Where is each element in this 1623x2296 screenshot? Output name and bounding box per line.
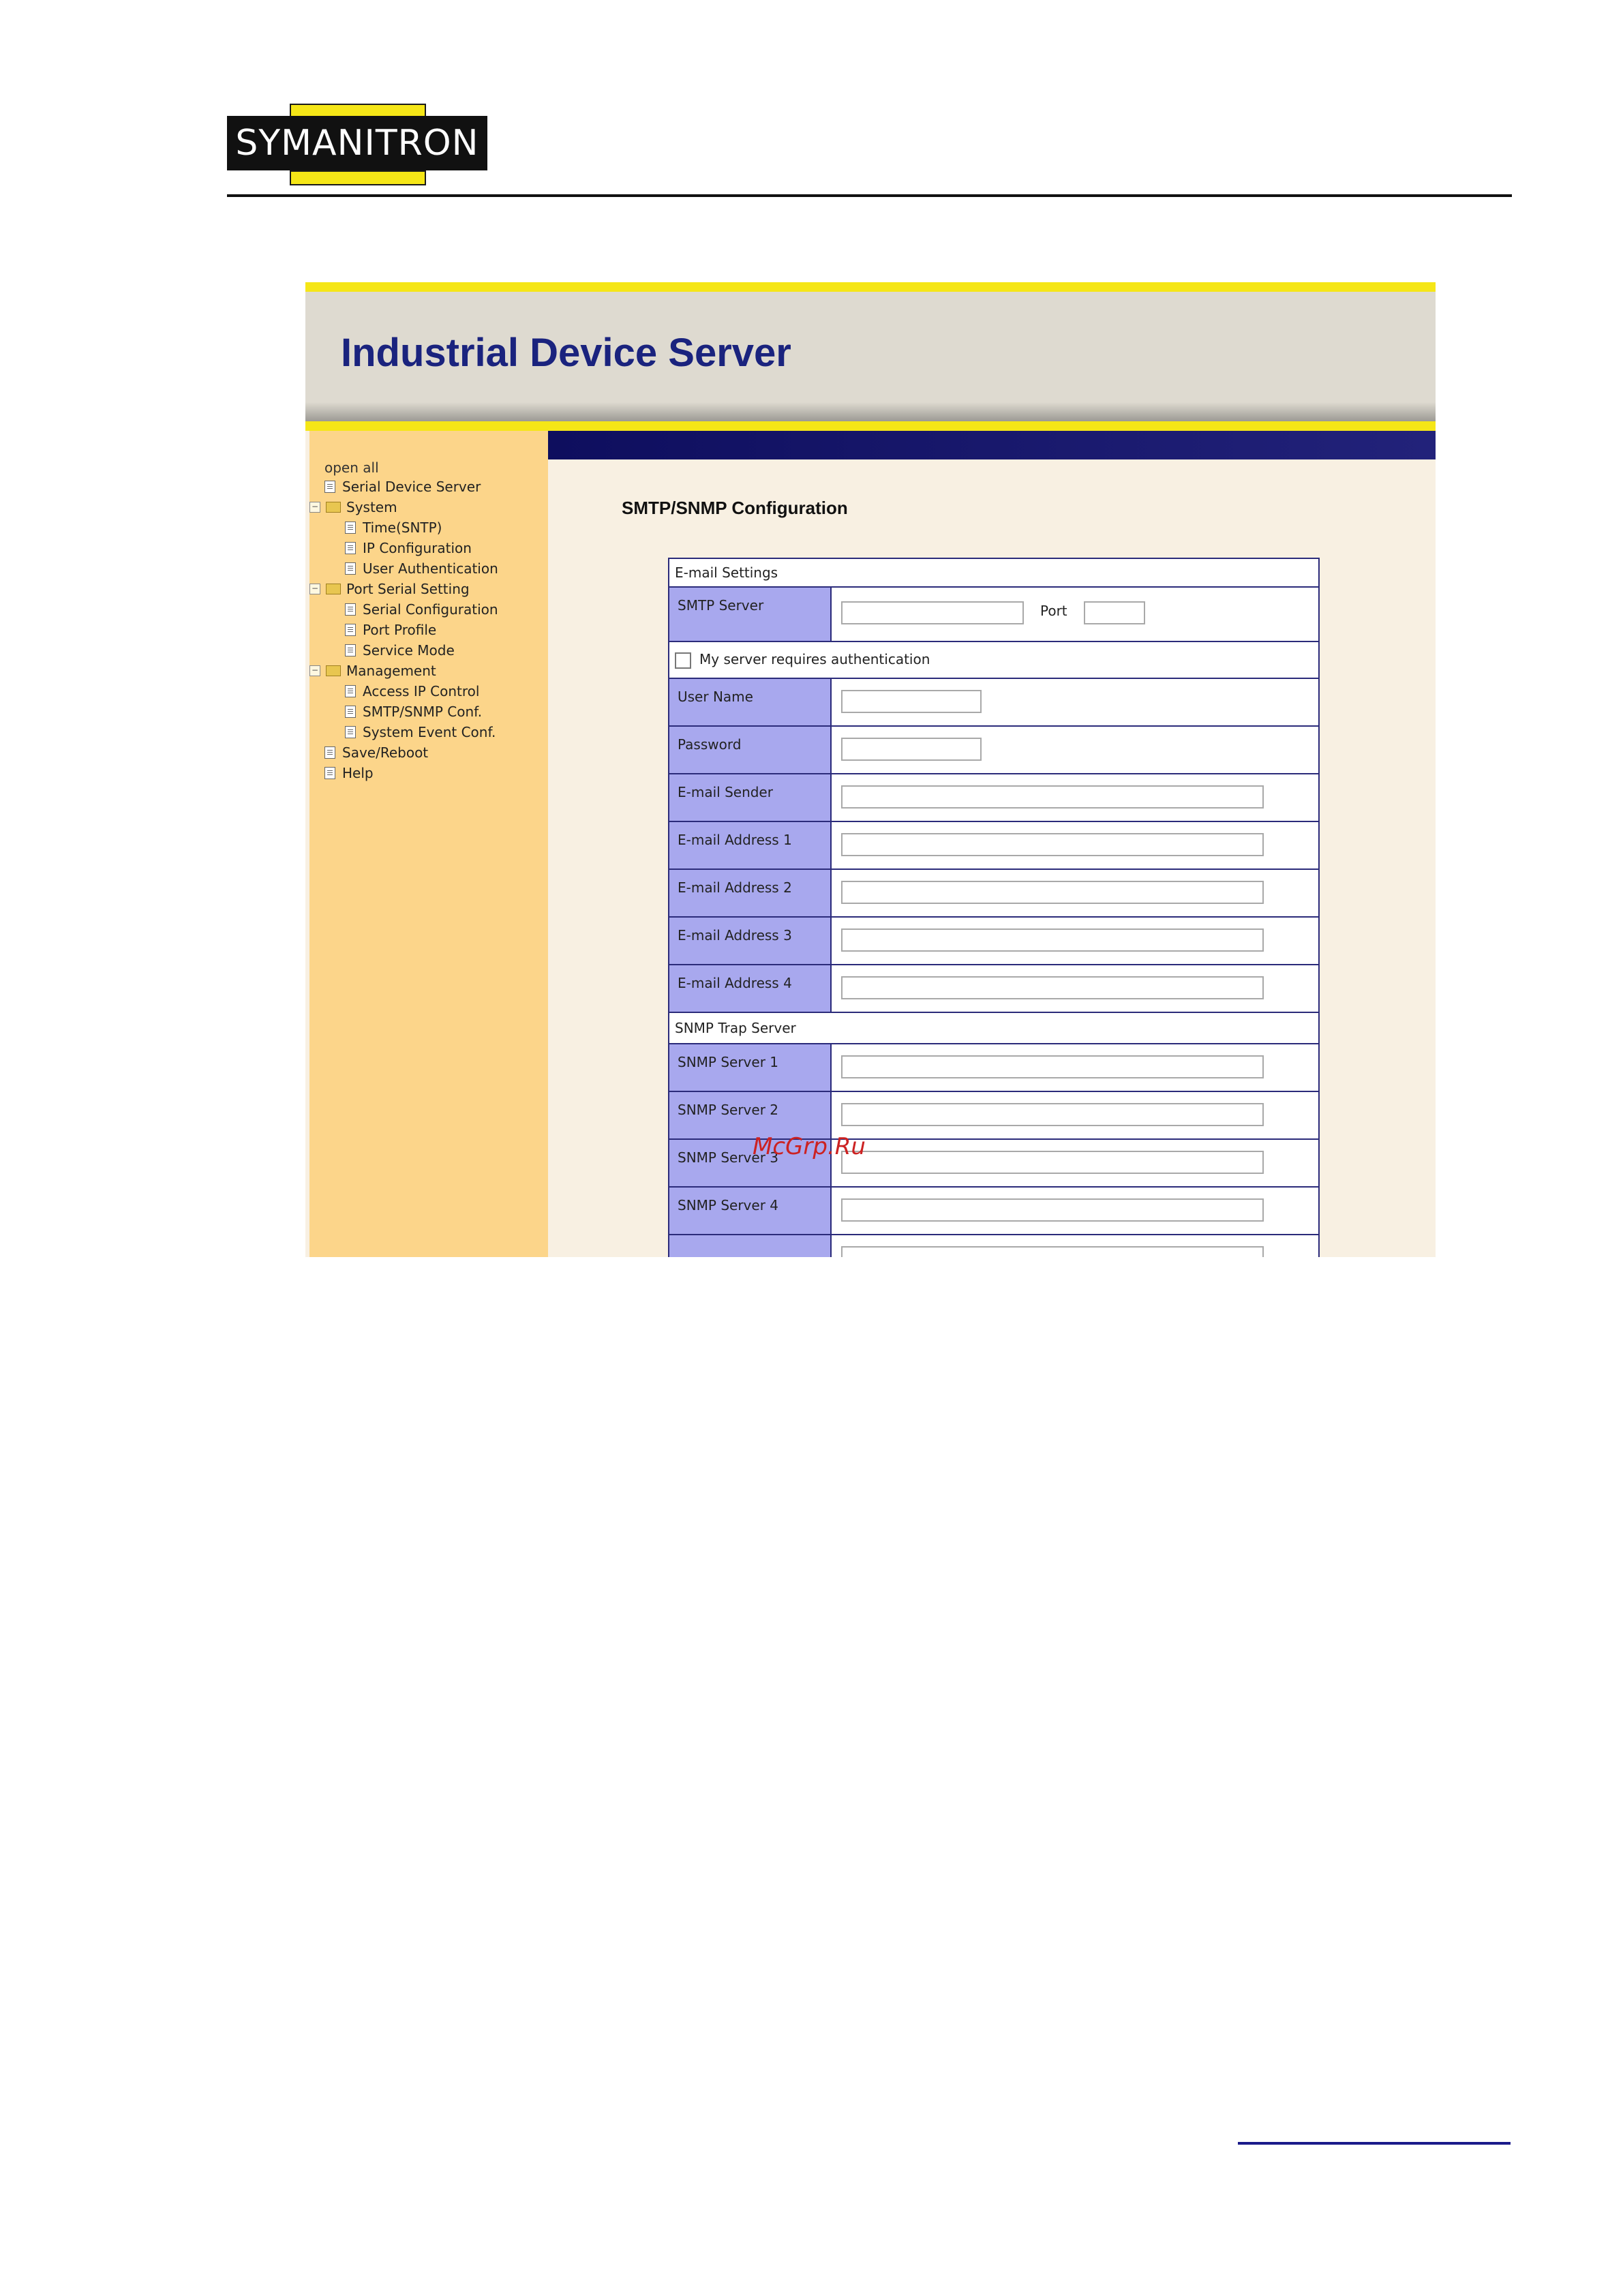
- device-server-screenshot: [305, 282, 1436, 1257]
- sidebar-item-label: Port Profile: [363, 622, 437, 638]
- sidebar-item-label: Help: [342, 765, 374, 781]
- password-label: Password: [669, 726, 831, 774]
- snmp-server-3-cell: [831, 1139, 1319, 1187]
- email-address-4-input[interactable]: [841, 976, 1264, 999]
- snmp-server-4-input[interactable]: [841, 1198, 1264, 1222]
- symanitron-logo: [227, 104, 487, 183]
- email-address-2-input[interactable]: [841, 881, 1264, 904]
- email-address-1-label: E-mail Address 1: [669, 821, 831, 869]
- email-address-3-input[interactable]: [841, 928, 1264, 952]
- sidebar-item-label: IP Configuration: [363, 540, 472, 556]
- user-name-cell: [831, 678, 1319, 726]
- page-icon: [345, 644, 356, 656]
- email-sender-cell: [831, 774, 1319, 821]
- table-row: [669, 1091, 1319, 1139]
- app-title: Industrial Device Server: [341, 331, 791, 375]
- content-top-bar: [548, 431, 1436, 459]
- table-row: [669, 678, 1319, 726]
- next-row-cell: [831, 1235, 1319, 1257]
- smtp-server-cell: [831, 587, 1319, 641]
- snmp-trap-server-header: SNMP Trap Server: [669, 1012, 1319, 1044]
- sidebar-item-system-event-conf[interactable]: [345, 724, 496, 740]
- email-address-2-label: E-mail Address 2: [669, 869, 831, 917]
- page-title: SMTP/SNMP Configuration: [622, 498, 848, 518]
- sidebar-item-ip-configuration[interactable]: [345, 540, 472, 556]
- app-banner: [305, 282, 1436, 431]
- header-divider: [227, 194, 1512, 197]
- table-row: [669, 917, 1319, 965]
- snmp-server-4-label: SNMP Server 4: [669, 1187, 831, 1235]
- sidebar-item-user-authentication[interactable]: [345, 560, 498, 577]
- sidebar-item-label: Access IP Control: [363, 683, 480, 699]
- password-input[interactable]: [841, 738, 982, 761]
- footer-divider: [1238, 2142, 1511, 2145]
- sidebar-item-serial-configuration[interactable]: [345, 601, 498, 618]
- banner-shade: [305, 402, 1436, 421]
- folder-open-icon: [326, 502, 341, 513]
- sidebar-item-label: User Authentication: [363, 560, 498, 577]
- next-row-label: [669, 1235, 831, 1257]
- navigation-sidebar: [309, 431, 548, 1257]
- collapse-icon[interactable]: −: [309, 584, 320, 594]
- email-address-1-cell: [831, 821, 1319, 869]
- table-row: [669, 641, 1319, 678]
- table-row: [669, 726, 1319, 774]
- smtp-server-label: SMTP Server: [669, 587, 831, 641]
- auth-checkbox-label: My server requires authentication: [699, 651, 930, 668]
- email-address-2-cell: [831, 869, 1319, 917]
- logo-text: SYMANITRON: [227, 116, 487, 170]
- auth-checkbox-row: [669, 641, 1319, 678]
- auth-checkbox[interactable]: [675, 652, 691, 669]
- sidebar-item-label: Serial Device Server: [342, 479, 481, 495]
- snmp-server-2-label: SNMP Server 2: [669, 1091, 831, 1139]
- page-icon: [345, 603, 356, 616]
- email-sender-input[interactable]: [841, 785, 1264, 809]
- page-icon: [345, 522, 356, 534]
- user-name-input[interactable]: [841, 690, 982, 713]
- table-row: [669, 587, 1319, 641]
- table-row: [669, 1187, 1319, 1235]
- main-content: [548, 431, 1436, 1257]
- sidebar-item-label: Serial Configuration: [363, 601, 498, 618]
- email-address-3-label: E-mail Address 3: [669, 917, 831, 965]
- email-settings-header: E-mail Settings: [669, 558, 1319, 587]
- email-address-4-cell: [831, 965, 1319, 1012]
- open-all-link[interactable]: open all: [324, 459, 379, 476]
- folder-open-icon: [326, 665, 341, 676]
- collapse-icon[interactable]: −: [309, 502, 320, 513]
- port-label: Port: [1040, 603, 1067, 619]
- table-row: [669, 965, 1319, 1012]
- page-icon: [324, 767, 335, 779]
- page-icon: [345, 624, 356, 636]
- sidebar-item-port-profile[interactable]: [345, 622, 436, 638]
- sidebar-item-time-sntp[interactable]: [345, 519, 442, 536]
- user-name-label: User Name: [669, 678, 831, 726]
- sidebar-item-system[interactable]: [309, 499, 397, 515]
- sidebar-item-label: System: [346, 499, 397, 515]
- sidebar-item-serial-device-server[interactable]: [324, 479, 481, 495]
- sidebar-item-label: Management: [346, 663, 436, 679]
- smtp-port-input[interactable]: [1084, 601, 1145, 624]
- snmp-server-1-label: SNMP Server 1: [669, 1044, 831, 1091]
- snmp-server-3-label: SNMP Server 3: [669, 1139, 831, 1187]
- banner-bottom-stripe: [305, 421, 1436, 431]
- sidebar-item-port-serial-setting[interactable]: [309, 581, 470, 597]
- smtp-server-input[interactable]: [841, 601, 1024, 624]
- password-cell: [831, 726, 1319, 774]
- email-address-1-input[interactable]: [841, 833, 1264, 856]
- logo-bottom-bar: [290, 170, 426, 185]
- next-row-input[interactable]: [841, 1246, 1264, 1257]
- sidebar-item-label: SMTP/SNMP Conf.: [363, 704, 483, 720]
- sidebar-item-help[interactable]: [324, 765, 374, 781]
- table-row: [669, 774, 1319, 821]
- table-row: [669, 821, 1319, 869]
- sidebar-item-label: Port Serial Setting: [346, 581, 470, 597]
- email-address-3-cell: [831, 917, 1319, 965]
- table-row: [669, 869, 1319, 917]
- page-icon: [345, 685, 356, 697]
- sidebar-item-access-ip-control[interactable]: [345, 683, 479, 699]
- sidebar-item-label: Time(SNTP): [363, 519, 442, 536]
- page-icon: [345, 562, 356, 575]
- sidebar-item-management[interactable]: [309, 663, 436, 679]
- collapse-icon[interactable]: −: [309, 665, 320, 676]
- page-icon: [345, 726, 356, 738]
- sidebar-item-service-mode[interactable]: [345, 642, 455, 659]
- watermark-text: McGrp.Ru: [753, 1133, 866, 1160]
- snmp-server-4-cell: [831, 1187, 1319, 1235]
- page-icon: [345, 706, 356, 718]
- email-sender-label: E-mail Sender: [669, 774, 831, 821]
- snmp-server-1-cell: [831, 1044, 1319, 1091]
- table-row: [669, 1235, 1319, 1257]
- snmp-server-2-input[interactable]: [841, 1103, 1264, 1126]
- email-address-4-label: E-mail Address 4: [669, 965, 831, 1012]
- page-icon: [324, 746, 335, 759]
- table-row: [669, 1044, 1319, 1091]
- page-icon: [324, 481, 335, 493]
- sidebar-item-label: Save/Reboot: [342, 744, 429, 761]
- sidebar-item-label: Service Mode: [363, 642, 455, 659]
- snmp-server-2-cell: [831, 1091, 1319, 1139]
- sidebar-item-label: System Event Conf.: [363, 724, 496, 740]
- snmp-server-3-input[interactable]: [841, 1151, 1264, 1174]
- banner-top-stripe: [305, 282, 1436, 292]
- sidebar-item-save-reboot[interactable]: [324, 744, 428, 761]
- sidebar-item-smtp-snmp-conf[interactable]: [345, 704, 482, 720]
- page-icon: [345, 542, 356, 554]
- folder-open-icon: [326, 584, 341, 594]
- snmp-server-1-input[interactable]: [841, 1055, 1264, 1078]
